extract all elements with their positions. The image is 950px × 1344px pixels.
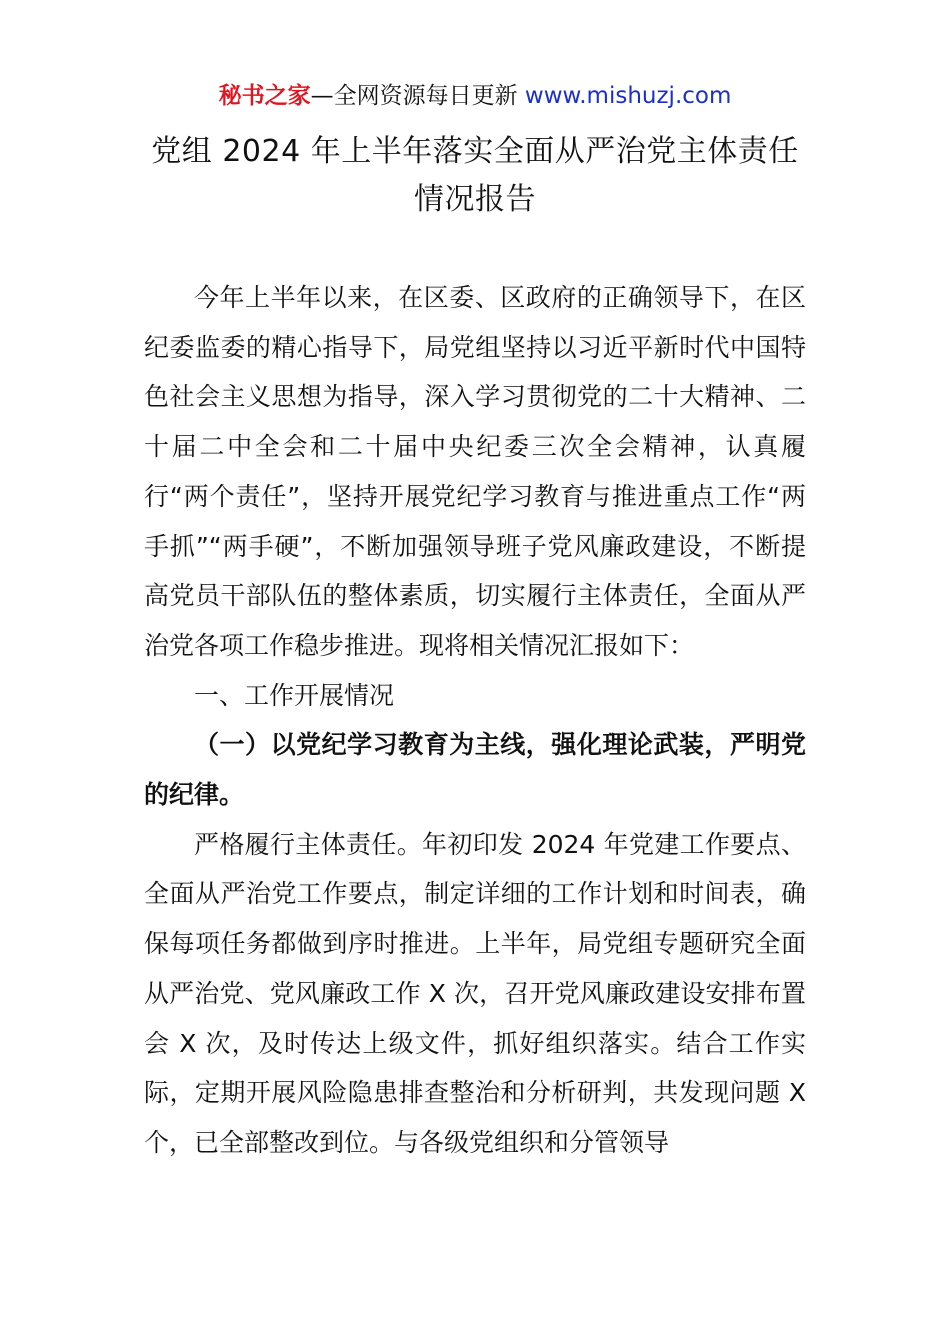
site-url-link[interactable]: www.mishuzj.com (524, 83, 732, 109)
intro-paragraph: 今年上半年以来，在区委、区政府的正确领导下，在区纪委监委的精心指导下，局党组坚持以习近平新时代中国特色社会主义思想为指导，深入学习贯彻党的二十大精神、二十届二中全会和二十届中央纪委三次全会精神，认真履行“两个责任”，坚持开展党纪学习教育与推进重点工作“两手抓”“两手硬”，不断加强领导班子党风廉政建设，不断提高党员干部队伍的整体素质，切实履行主体责任，全面从严治党各项工作稳步推进。现将相关情况汇报如下： (144, 283, 806, 660)
document-title (0, 128, 950, 224)
section-heading: 一、工作开展情况 (194, 680, 395, 710)
banner-tagline: —全网资源每日更新 (310, 83, 518, 109)
title-line-1: 党组 2024 年上半年落实全面从严治党主体责任 (151, 134, 799, 169)
document-body (144, 273, 806, 1168)
subsection-heading: （一）以党纪学习教育为主线，强化理论武装，严明党的纪律。 (144, 730, 806, 810)
body-paragraph: 严格履行主体责任。年初印发 2024 年党建工作要点、全面从严治党工作要点，制定详细的工作计划和时间表，确保每项任务都做到序时推进。上半年，局党组专题研究全面从严治党、党风廉政工作 X 次，召开党风廉政建设安排布置会 X 次，及时传达上级文件，抓好组织落实。结合工作实际，定期开展风险隐患排查整治和分析研判，共发现问题 X 个，已全部整改到位。与各级党组织和分管领导 (144, 829, 806, 1157)
brand-name: 秘书之家 (218, 83, 311, 109)
title-line-2: 情况报告 (414, 182, 536, 217)
site-banner (0, 80, 950, 112)
